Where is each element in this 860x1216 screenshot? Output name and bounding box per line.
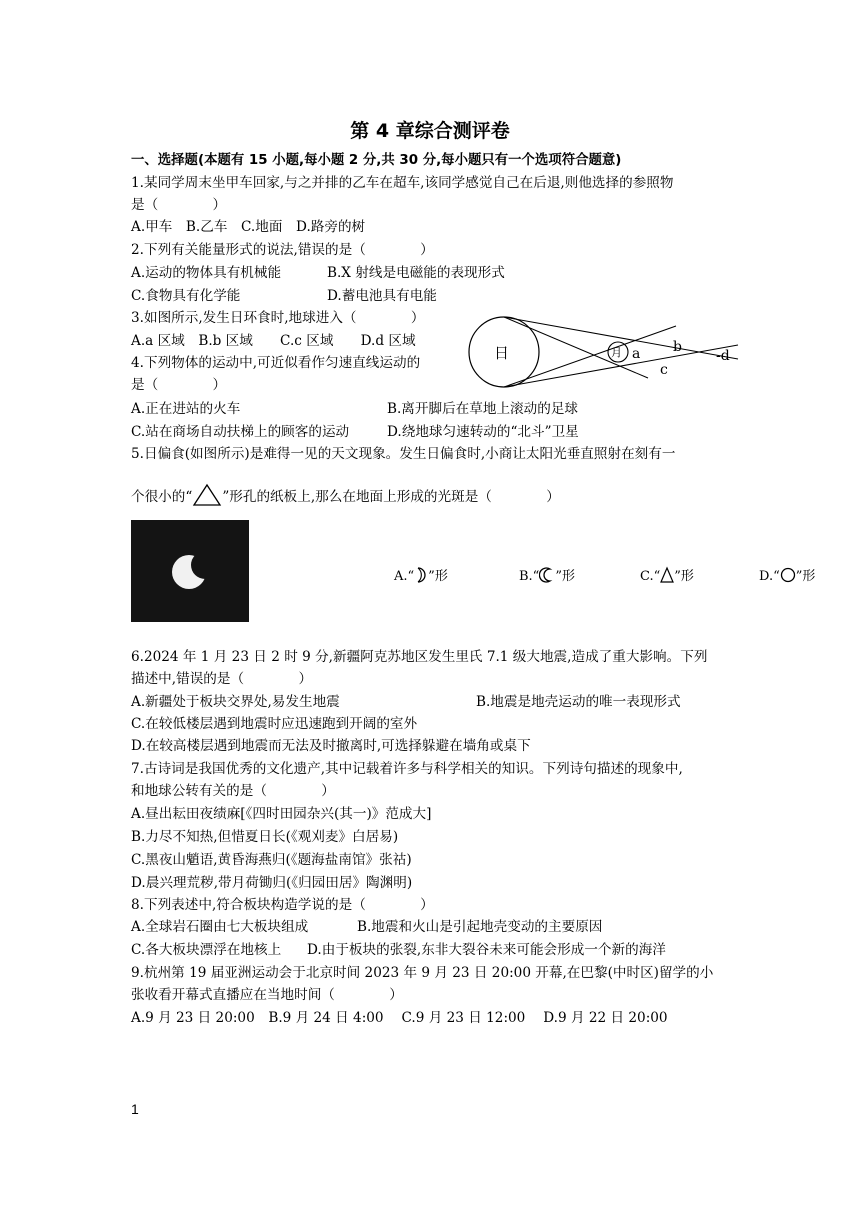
q2-option-a: A.运动的物体具有机械能 (131, 265, 282, 281)
q5-option-b: B.“ ”形 (519, 566, 575, 588)
q7-stem-line1: 7.古诗词是我国优秀的文化遗产,其中记载着许多与科学相关的知识。下列诗句描述的现象中, (131, 761, 683, 777)
shape-option-b-icon (539, 566, 555, 584)
q8-stem: 8.下列表述中,符合板块构造学说的是（ ） (131, 897, 434, 913)
q5-stem-post: ”形孔的纸板上,那么在地面上形成的光斑是（ ） (222, 489, 560, 505)
q9-stem-line1: 9.杭州第 19 届亚洲运动会于北京时间 2023 年 9 月 23 日 20:00 开幕,在巴黎(中时区)留学的小 (131, 965, 714, 981)
region-c-label: c (660, 362, 668, 378)
eclipse-shadow-diagram (462, 314, 748, 390)
q1-stem-line2: 是（ ） (131, 197, 227, 213)
triangle-hole-icon (192, 483, 222, 507)
q9-stem-line2: 张收看开幕式直播应在当地时间（ ） (131, 987, 403, 1003)
q5-stem-line2 (131, 483, 560, 508)
q6-option-a: A.新疆处于板块交界处,易发生地震 (131, 694, 340, 710)
shape-option-c-icon (660, 566, 674, 584)
q5-option-c: C.“ ”形 (640, 566, 694, 588)
q3-stem: 3.如图所示,发生日环食时,地球进入（ ） (131, 310, 425, 326)
q8-option-d: D.由于板块的张裂,东非大裂谷未来可能会形成一个新的海洋 (307, 942, 666, 958)
q4-option-b: B.离开脚后在草地上滚动的足球 (387, 401, 579, 417)
q7-option-b: B.力尽不知热,但惜夏日长(《观刈麦》白居易) (131, 829, 399, 845)
shape-option-a-icon (414, 566, 428, 584)
q5-stem-pre: 个很小的“ (131, 489, 193, 505)
q5-stem-line1: 5.日偏食(如图所示)是难得一见的天文现象。发生日偏食时,小商让太阳光垂直照射在刻有一 (131, 446, 676, 462)
section-heading: 一、选择题(本题有 15 小题,每小题 2 分,共 30 分,每小题只有一个选项符合题意) (131, 153, 622, 168)
region-b-label: b (673, 339, 682, 355)
q1-stem-line1: 1.某同学周末坐甲车回家,与之并排的乙车在超车,该同学感觉自己在后退,则他选择的参照物 (131, 175, 674, 191)
q7-option-a: A.昼出耘田夜绩麻[《四时田园杂兴(其一)》范成大] (131, 806, 432, 822)
q2-option-d: D.蓄电池具有电能 (327, 288, 437, 304)
moon-label: 月 (611, 346, 622, 359)
q8-option-b: B.地震和火山是引起地壳变动的主要原因 (357, 919, 603, 935)
q9-options: A.9 月 23 日 20:00 B.9 月 24 日 4:00 C.9 月 23 日 12:00 D.9 月 22 日 20:00 (131, 1010, 668, 1026)
q4-option-c: C.站在商场自动扶梯上的顾客的运动 (131, 424, 350, 440)
q3-options: A.a 区域 B.b 区域 C.c 区域 D.d 区域 (131, 333, 416, 349)
region-d-label: -d (716, 348, 730, 364)
q1-options: A.甲车 B.乙车 C.地面 D.路旁的树 (131, 219, 366, 235)
q5-option-a: A.“ ”形 (394, 566, 448, 588)
q8-option-a: A.全球岩石圈由七大板块组成 (131, 919, 309, 935)
q7-option-d: D.晨兴理荒秽,带月荷锄归(《归园田居》陶渊明) (131, 875, 413, 891)
q6-option-b: B.地震是地壳运动的唯一表现形式 (476, 694, 681, 710)
q4-option-a: A.正在进站的火车 (131, 401, 241, 417)
partial-eclipse-photo (131, 520, 249, 622)
shape-option-d-icon (780, 566, 796, 584)
q5-option-d: D.“ ”形 (759, 566, 815, 588)
q8-option-c: C.各大板块漂浮在地核上 (131, 942, 282, 958)
page-title: 第 4 章综合测评卷 (350, 120, 510, 142)
region-a-label: a (632, 346, 641, 362)
q2-option-c: C.食物具有化学能 (131, 288, 241, 304)
q4-stem-line2: 是（ ） (131, 377, 227, 393)
q6-stem-line1: 6.2024 年 1 月 23 日 2 时 9 分,新疆阿克苏地区发生里氏 7.1 级大地震,造成了重大影响。下列 (131, 649, 708, 665)
q7-stem-line2: 和地球公转有关的是（ ） (131, 783, 335, 799)
q6-option-c: C.在较低楼层遇到地震时应迅速跑到开阔的室外 (131, 716, 418, 732)
sun-label: 日 (494, 344, 510, 362)
q7-option-c: C.黑夜山魈语,黄昏海燕归(《题海盐南馆》张祜) (131, 852, 412, 868)
q6-stem-line2: 描述中,错误的是（ ） (131, 671, 313, 687)
q2-option-b: B.X 射线是电磁能的表现形式 (327, 265, 505, 281)
q2-stem: 2.下列有关能量形式的说法,错误的是（ ） (131, 242, 434, 258)
page-number: 1 (131, 1101, 139, 1117)
q4-option-d: D.绕地球匀速转动的“北斗”卫星 (387, 424, 579, 440)
q4-stem-line1: 4.下列物体的运动中,可近似看作匀速直线运动的 (131, 355, 421, 371)
q6-option-d: D.在较高楼层遇到地震而无法及时撤离时,可选择躲避在墙角或桌下 (131, 738, 531, 754)
